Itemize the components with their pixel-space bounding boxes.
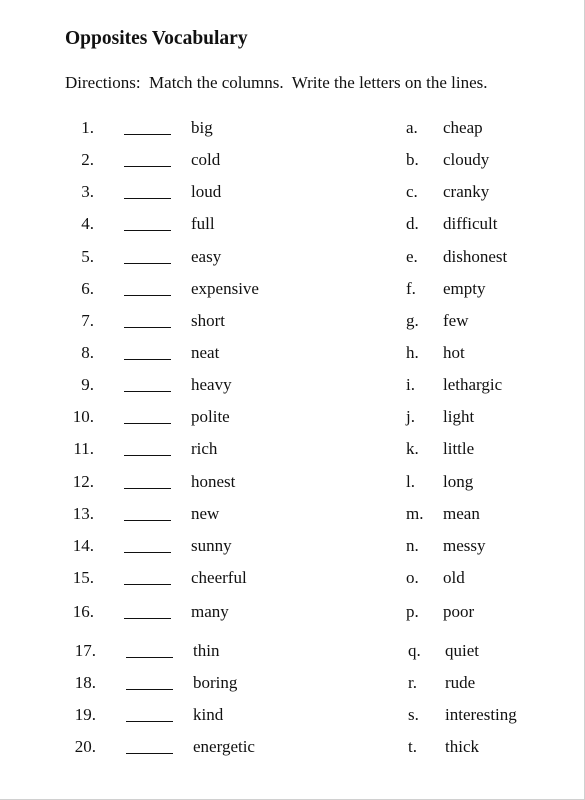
- choice-word: cranky: [443, 182, 490, 201]
- match-row: [0, 566, 585, 590]
- match-row: [0, 373, 585, 397]
- match-row: [0, 534, 585, 558]
- choice-word: cloudy: [443, 150, 490, 169]
- choice-letter: p.: [406, 602, 419, 621]
- answer-blank[interactable]: [126, 657, 173, 658]
- item-number: 2.: [81, 150, 94, 169]
- choice-letter: h.: [406, 343, 419, 362]
- item-number: 11.: [73, 439, 94, 458]
- vocab-word: sunny: [191, 536, 232, 555]
- choice-letter: s.: [408, 705, 419, 724]
- choice-letter: o.: [406, 568, 419, 587]
- answer-blank[interactable]: [124, 520, 171, 521]
- answer-blank[interactable]: [124, 488, 171, 489]
- match-row: [0, 341, 585, 365]
- item-number: 14.: [72, 536, 94, 555]
- choice-word: lethargic: [443, 375, 503, 394]
- vocab-word: cold: [191, 150, 221, 169]
- choice-letter: g.: [406, 311, 419, 330]
- choice-word: difficult: [443, 214, 498, 233]
- choice-letter: k.: [406, 439, 419, 458]
- choice-letter: r.: [408, 673, 417, 692]
- vocab-word: short: [191, 311, 225, 330]
- choice-letter: n.: [406, 536, 419, 555]
- match-row: [0, 212, 585, 236]
- choice-letter: b.: [406, 150, 419, 169]
- worksheet-title: Opposites Vocabulary: [65, 28, 248, 49]
- match-row: [0, 470, 585, 494]
- choice-letter: c.: [406, 182, 418, 201]
- vocab-word: boring: [193, 673, 238, 692]
- answer-blank[interactable]: [124, 134, 171, 135]
- answer-blank[interactable]: [124, 552, 171, 553]
- choice-word: messy: [443, 536, 486, 555]
- vocab-word: expensive: [191, 279, 259, 298]
- answer-blank[interactable]: [126, 753, 173, 754]
- choice-word: dishonest: [443, 247, 508, 266]
- vocab-word: cheerful: [191, 568, 247, 587]
- vocab-word: loud: [191, 182, 222, 201]
- match-row: [0, 639, 585, 663]
- match-row: [0, 116, 585, 140]
- match-row: [0, 437, 585, 461]
- answer-blank[interactable]: [124, 618, 171, 619]
- choice-word: interesting: [445, 705, 517, 724]
- choice-word: long: [443, 472, 474, 491]
- item-number: 16.: [72, 602, 94, 621]
- item-number: 12.: [72, 472, 94, 491]
- answer-blank[interactable]: [124, 423, 171, 424]
- item-number: 6.: [81, 279, 94, 298]
- vocab-word: full: [191, 214, 215, 233]
- choice-word: cheap: [443, 118, 483, 137]
- match-row: [0, 245, 585, 269]
- answer-blank[interactable]: [124, 295, 171, 296]
- match-row: [0, 671, 585, 695]
- vocab-word: many: [191, 602, 229, 621]
- answer-blank[interactable]: [124, 359, 171, 360]
- vocab-word: honest: [191, 472, 236, 491]
- choice-letter: t.: [408, 737, 417, 756]
- choice-letter: q.: [408, 641, 421, 660]
- choice-word: few: [443, 311, 469, 330]
- choice-letter: f.: [406, 279, 416, 298]
- answer-blank[interactable]: [124, 455, 171, 456]
- match-row: [0, 703, 585, 727]
- match-row: [0, 277, 585, 301]
- vocab-word: polite: [191, 407, 230, 426]
- answer-blank[interactable]: [124, 584, 171, 585]
- answer-blank[interactable]: [124, 230, 171, 231]
- choice-word: thick: [445, 737, 479, 756]
- vocab-word: new: [191, 504, 220, 523]
- choice-letter: e.: [406, 247, 418, 266]
- choice-letter: a.: [406, 118, 418, 137]
- vocab-word: neat: [191, 343, 220, 362]
- vocab-word: thin: [193, 641, 220, 660]
- choice-word: quiet: [445, 641, 479, 660]
- choice-word: empty: [443, 279, 486, 298]
- match-row: [0, 180, 585, 204]
- choice-word: poor: [443, 602, 475, 621]
- item-number: 10.: [72, 407, 94, 426]
- item-number: 1.: [81, 118, 94, 137]
- match-row: [0, 405, 585, 429]
- match-row: [0, 600, 585, 624]
- answer-blank[interactable]: [126, 721, 173, 722]
- choice-letter: i.: [406, 375, 415, 394]
- choice-word: hot: [443, 343, 465, 362]
- answer-blank[interactable]: [124, 327, 171, 328]
- choice-letter: l.: [406, 472, 415, 491]
- directions-text: Directions: Match the columns. Write the letters on the lines.: [65, 73, 488, 92]
- item-number: 20.: [74, 737, 96, 756]
- choice-word: light: [443, 407, 475, 426]
- match-row: [0, 502, 585, 526]
- item-number: 19.: [74, 705, 96, 724]
- answer-blank[interactable]: [124, 198, 171, 199]
- choice-word: old: [443, 568, 465, 587]
- vocab-word: kind: [193, 705, 224, 724]
- vocab-word: easy: [191, 247, 222, 266]
- choice-letter: m.: [406, 504, 424, 523]
- match-row: [0, 735, 585, 759]
- item-number: 13.: [72, 504, 94, 523]
- choice-word: little: [443, 439, 475, 458]
- item-number: 3.: [81, 182, 94, 201]
- choice-letter: j.: [406, 407, 415, 426]
- match-row: [0, 309, 585, 333]
- item-number: 17.: [74, 641, 96, 660]
- item-number: 9.: [81, 375, 94, 394]
- answer-blank[interactable]: [126, 689, 173, 690]
- item-number: 5.: [81, 247, 94, 266]
- item-number: 4.: [81, 214, 94, 233]
- match-row: [0, 148, 585, 172]
- answer-blank[interactable]: [124, 263, 171, 264]
- choice-word: mean: [443, 504, 480, 523]
- choice-word: rude: [445, 673, 476, 692]
- vocab-word: big: [191, 118, 213, 137]
- vocab-word: heavy: [191, 375, 232, 394]
- item-number: 7.: [81, 311, 94, 330]
- vocab-word: energetic: [193, 737, 255, 756]
- answer-blank[interactable]: [124, 391, 171, 392]
- vocab-word: rich: [191, 439, 218, 458]
- item-number: 15.: [72, 568, 94, 587]
- item-number: 8.: [81, 343, 94, 362]
- item-number: 18.: [74, 673, 96, 692]
- answer-blank[interactable]: [124, 166, 171, 167]
- choice-letter: d.: [406, 214, 419, 233]
